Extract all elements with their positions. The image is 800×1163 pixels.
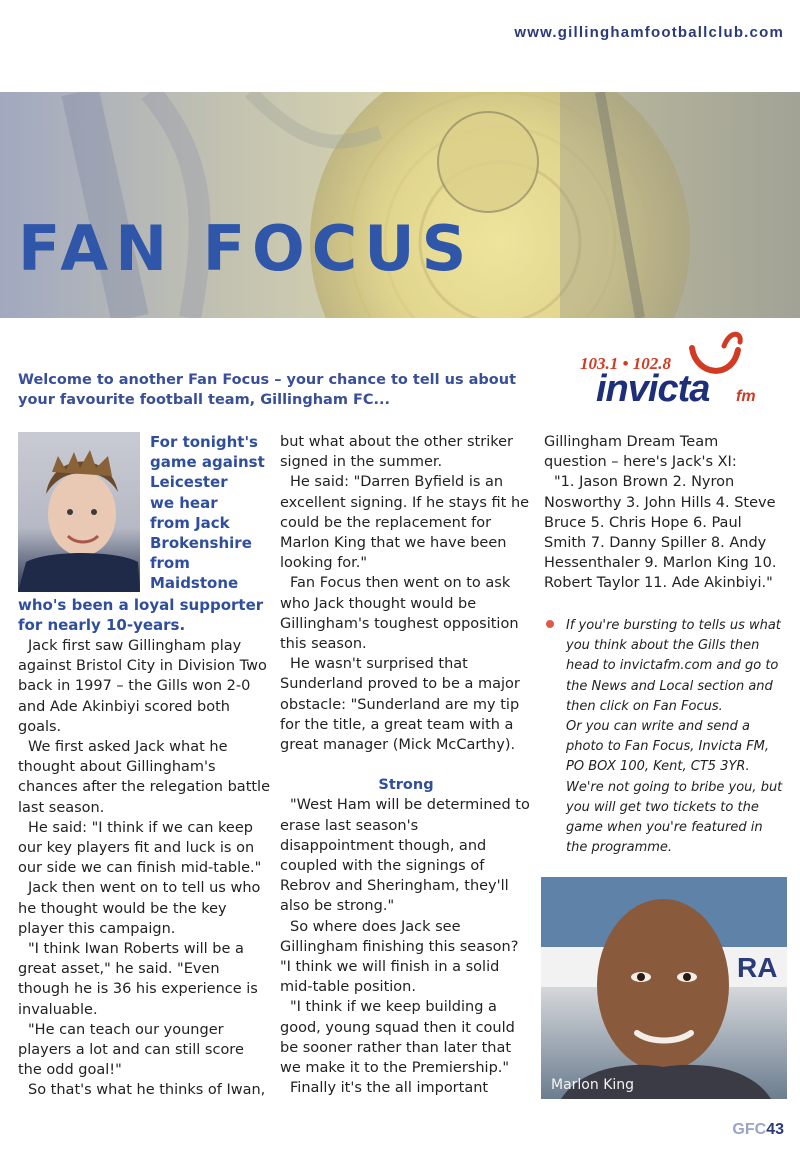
radio-frequencies: 103.1 • 102.8 xyxy=(580,354,671,373)
photo-caption: Marlon King xyxy=(551,1077,635,1093)
paragraph: "I think Iwan Roberts will be a great asset," he said. "Even though he is 36 his experience is invaluable. xyxy=(18,941,258,1018)
fan-portrait-image xyxy=(18,432,140,592)
bullet-icon xyxy=(546,620,554,628)
page-prefix: GFC xyxy=(732,1121,767,1138)
note-paragraph: If you're bursting to tells us what you think about the Gills then head to invictafm.com and go to the News and Local section and then click on Fan Focus. xyxy=(566,618,781,714)
page-number xyxy=(732,1121,784,1139)
paragraph: Jack first saw Gillingham play against Bristol City in Division Two back in 1997 – the Gills won 2-0 and Ade Akinbiyi scored both goals. xyxy=(18,638,267,735)
paragraph: So that's what he thinks of Iwan, xyxy=(28,1082,266,1099)
paragraph: We first asked Jack what he thought about Gillingham's chances after the relegation battle last season. xyxy=(18,739,271,816)
dream-team-list: "1. Jason Brown 2. Nyron Nosworthy 3. John Hills 4. Steve Bruce 5. Chris Hope 6. Paul Smith 7. Danny Spiller 8. Andy Hessenthaler 9. Marlon King 10. Robert Taylor 11. Ade Akinbiyi." xyxy=(544,474,777,592)
lead-line: game against xyxy=(150,453,265,472)
paragraph: but what about the other striker signed in the summer. xyxy=(280,434,513,471)
radio-fm-label: fm xyxy=(736,388,756,405)
note-paragraph: We're not going to bribe you, but you will get two tickets to the game when you're featured in the programme. xyxy=(566,779,783,856)
article-column-2 xyxy=(280,432,532,1099)
paragraph: So where does Jack see Gillingham finishing this season? "I think we will finish in a solid mid-table position. xyxy=(280,918,519,996)
player-photo xyxy=(541,877,787,1099)
player-portrait-image xyxy=(541,877,787,1099)
paragraph: He said: "Darren Byfield is an excellent signing. If he stays fit he could be the replacement for Marlon King that we have been looking for." xyxy=(280,474,530,572)
note-paragraph: Or you can write and send a photo to Fan Focus, Invicta FM, PO BOX 100, Kent, CT5 3YR. xyxy=(566,719,770,775)
contact-note xyxy=(566,616,784,858)
paragraph: Gillingham Dream Team question – here's Jack's XI: xyxy=(544,434,737,471)
paragraph: He wasn't surprised that Sunderland proved to be a major obstacle: "Sunderland are my tip for the title, a great team with a great manager (Mick McCarthy). xyxy=(280,656,520,754)
lead-line: Maidstone xyxy=(150,574,239,593)
fan-focus-banner xyxy=(0,92,800,318)
lead-text-tail xyxy=(18,595,268,635)
article-column-1 xyxy=(18,636,270,1101)
page-number-value: 43 xyxy=(766,1121,784,1138)
paragraph: "He can teach our younger players a lot and can still score the odd goal!" xyxy=(18,1021,244,1079)
intro-text: Welcome to another Fan Focus – your chance to tell us about your favourite football team, Gillingham FC... xyxy=(18,372,517,408)
fan-photo xyxy=(18,432,140,592)
section-subheading: Strong xyxy=(378,777,434,794)
lead-line: from xyxy=(150,554,190,573)
lead-line: for nearly 10-years. xyxy=(18,616,186,635)
stand-sign-text: RA xyxy=(737,952,778,983)
paragraph: Fan Focus then went on to ask who Jack thought would be Gillingham's toughest opposition this season. xyxy=(280,575,519,653)
site-url[interactable]: www.gillinghamfootballclub.com xyxy=(514,24,784,41)
lead-line: we hear xyxy=(150,493,218,512)
paragraph: He said: "I think if we can keep our key players fit and luck is on our side we can finish mid-table." xyxy=(18,819,262,877)
page-title: FAN FOCUS xyxy=(18,212,474,285)
lead-line: from Jack xyxy=(150,513,230,532)
radio-station-name: invicta xyxy=(596,368,710,410)
paragraph: "I think if we keep building a good, young squad then it could be sooner rather than later that we make it to the Premiership." xyxy=(280,999,515,1077)
paragraph: Finally it's the all important xyxy=(290,1080,489,1097)
paragraph: Jack then went on to tell us who he thought would be the key player this campaign. xyxy=(18,880,261,937)
lead-line: Leicester xyxy=(150,473,228,492)
lead-line: Brokenshire xyxy=(150,534,252,553)
lead-line: For tonight's xyxy=(150,433,258,451)
paragraph: "West Ham will be determined to erase last season's disappointment though, and coupled with the signings of Rebrov and Sheringham, they'll also be strong." xyxy=(280,797,530,915)
lead-line: who's been a loyal supporter xyxy=(18,596,264,614)
invicta-fm-logo xyxy=(576,326,772,412)
lead-text xyxy=(150,432,268,594)
article-column-3 xyxy=(544,432,784,594)
